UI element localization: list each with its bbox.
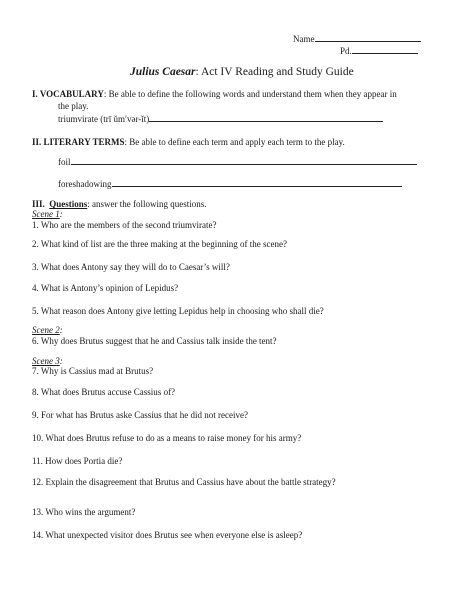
question-6: 6. Why does Brutus suggest that he and Cassius talk inside the tent? (32, 336, 277, 346)
scene-2-label: Scene 2: (32, 325, 63, 335)
vocabulary-instructions-cont: the play. (58, 101, 89, 111)
term-row-foreshadowing (58, 178, 402, 189)
question-10: 10. What does Brutus refuse to do as a means to raise money for his army? (32, 433, 302, 443)
question-4: 4. What is Antony’s opinion of Lepidus? (32, 283, 179, 293)
questions-instructions-text: : answer the following questions. (87, 199, 207, 209)
term-row-foil (58, 156, 417, 167)
literary-terms-instructions-text: : Be able to define each term and apply each term to the play. (124, 137, 345, 147)
vocabulary-heading: I. VOCABULARY (32, 89, 104, 99)
vocabulary-word-row (58, 113, 383, 124)
literary-terms-heading: II. LITERARY TERMS (32, 137, 125, 147)
period-label: Pd. (340, 46, 352, 56)
term-foreshadowing-line[interactable] (112, 178, 402, 187)
title-rest: : Act IV Reading and Study Guide (195, 66, 354, 78)
question-7: 7. Why is Cassius mad at Brutus? (32, 366, 154, 376)
questions-instructions (32, 199, 207, 209)
question-1: 1. Who are the members of the second triumvirate? (32, 220, 217, 230)
questions-heading: Questions (49, 199, 88, 209)
question-5: 5. What reason does Antony give letting Lepidus help in choosing who shall die? (32, 306, 324, 316)
question-3: 3. What does Antony say they will do to Caesar’s will? (32, 262, 230, 272)
title-play-name: Julius Caesar (130, 66, 196, 78)
term-foil: foil (58, 157, 71, 167)
vocabulary-word: triumvirate (trī ŭm′vər-ĭt) (58, 114, 150, 124)
literary-terms-instructions (32, 137, 345, 147)
vocabulary-answer-line[interactable] (149, 113, 383, 122)
question-9: 9. For what has Brutus aske Cassius that he did not receive? (32, 410, 248, 420)
vocabulary-instructions (32, 89, 397, 99)
scene-3-label: Scene 3: (32, 356, 63, 366)
questions-heading-number: III. (32, 199, 45, 209)
vocabulary-instructions-text: : Be able to define the following words and understand them when they appear in (103, 89, 397, 99)
period-row (340, 45, 418, 56)
question-11: 11. How does Portia die? (32, 456, 123, 466)
name-label: Name (293, 34, 315, 44)
term-foil-line[interactable] (71, 156, 417, 165)
question-8: 8. What does Brutus accuse Cassius of? (32, 387, 176, 397)
name-row (293, 33, 421, 44)
period-field[interactable] (352, 45, 418, 54)
name-field[interactable] (315, 33, 421, 42)
question-14: 14. What unexpected visitor does Brutus see when everyone else is asleep? (32, 530, 303, 540)
question-12: 12. Explain the disagreement that Brutus and Cassius have about the battle strategy? (32, 477, 336, 487)
page-title (130, 66, 354, 78)
term-foreshadowing: foreshadowing (58, 179, 112, 189)
question-2: 2. What kind of list are the three making at the beginning of the scene? (32, 239, 288, 249)
question-13: 13. Who wins the argument? (32, 507, 136, 517)
scene-1-label: Scene 1: (32, 209, 63, 219)
